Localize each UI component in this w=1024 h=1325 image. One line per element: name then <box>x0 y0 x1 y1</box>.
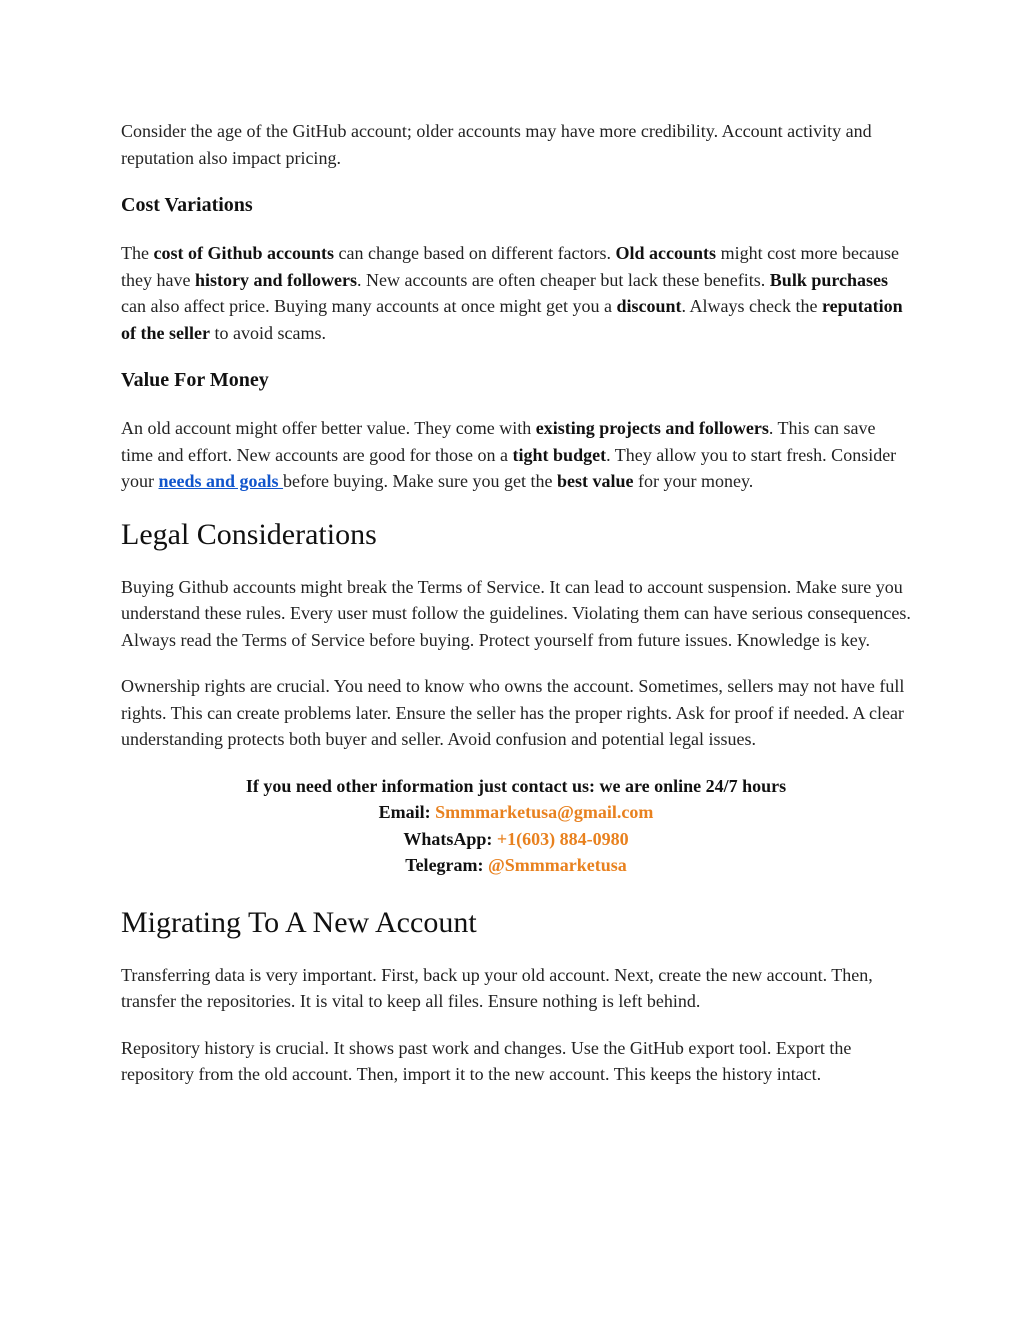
contact-block <box>121 773 911 879</box>
paragraph-repository-history: Repository history is crucial. It shows past work and changes. Use the GitHub export tool. Export the repository from the old account. Then, import it to the new account. This keeps the history intact. <box>121 1037 852 1084</box>
paragraph-value-for-money: An old account might offer better value. They come with existing projects and followers. This can save time and effort. New accounts are good for those on a tight budget. They allow you to start fresh. Consider your needs and goals before buying. Make sure you get the best value for your money. <box>121 418 897 491</box>
contact-telegram-line: Telegram: @Smmmarketusa <box>405 855 627 875</box>
whatsapp-link[interactable]: +1(603) 884-0980 <box>496 828 629 849</box>
paragraph-transferring-data: Transferring data is very important. First, back up your old account. Next, create the new account. Then, transfer the repositories. It is vital to keep all files. Ensure nothing is left behind. <box>121 964 873 1011</box>
contact-whatsapp-line: WhatsApp: +1(603) 884-0980 <box>403 828 629 849</box>
document-page <box>121 118 911 1088</box>
contact-intro: If you need other information just contact us: we are online 24/7 hours <box>245 775 787 796</box>
telegram-link[interactable]: @Smmmarketusa <box>488 855 627 875</box>
bold-tight-budget: tight budget <box>512 444 607 465</box>
paragraph-ownership-rights: Ownership rights are crucial. You need to know who owns the account. Sometimes, sellers may not have full rights. This can create problems later. Ensure the seller has the proper rights. Ask for proof if needed. A clear understanding protects both buyer and seller. Avoid confusion and potential legal issues. <box>121 676 905 749</box>
bold-best-value: best value <box>556 471 634 491</box>
paragraph-cost-variations: The cost of Github accounts can change based on different factors. Old accounts might cost more because they have history and followers. New accounts are often cheaper but lack these benefits. Bulk purchases can also affect price. Buying many accounts at once might get you a discount. Always check the reputation of the seller to avoid scams. <box>121 243 903 343</box>
bold-cost-of-accounts: cost of Github accounts <box>153 243 334 263</box>
bold-seller-reputation: reputation of the seller <box>121 296 903 343</box>
bold-existing-projects: existing projects and followers <box>535 418 769 438</box>
heading-value-for-money: Value For Money <box>121 369 269 391</box>
bold-history-followers: history and followers <box>194 269 357 290</box>
bold-discount: discount <box>616 296 682 316</box>
paragraph-account-age: Consider the age of the GitHub account; older accounts may have more credibility. Account activity and reputation also impact pricing. <box>121 121 872 168</box>
heading-legal-considerations: Legal Considerations <box>121 517 377 551</box>
paragraph-terms-of-service: Buying Github accounts might break the Terms of Service. It can lead to account suspension. Make sure you understand these rules. Every user must follow the guidelines. Violating them can have serious consequences. Always read the Terms of Service before buying. Protect yourself from future issues. Knowledge is key. <box>121 576 911 650</box>
needs-and-goals-link[interactable]: needs and goals <box>158 471 284 491</box>
heading-cost-variations: Cost Variations <box>121 194 253 216</box>
email-link[interactable]: Smmmarketusa@gmail.com <box>435 802 654 822</box>
bold-old-accounts: Old accounts <box>615 243 717 263</box>
heading-migrating: Migrating To A New Account <box>121 905 477 939</box>
contact-email-line: Email: Smmmarketusa@gmail.com <box>378 802 654 822</box>
bold-bulk-purchases: Bulk purchases <box>769 269 889 290</box>
